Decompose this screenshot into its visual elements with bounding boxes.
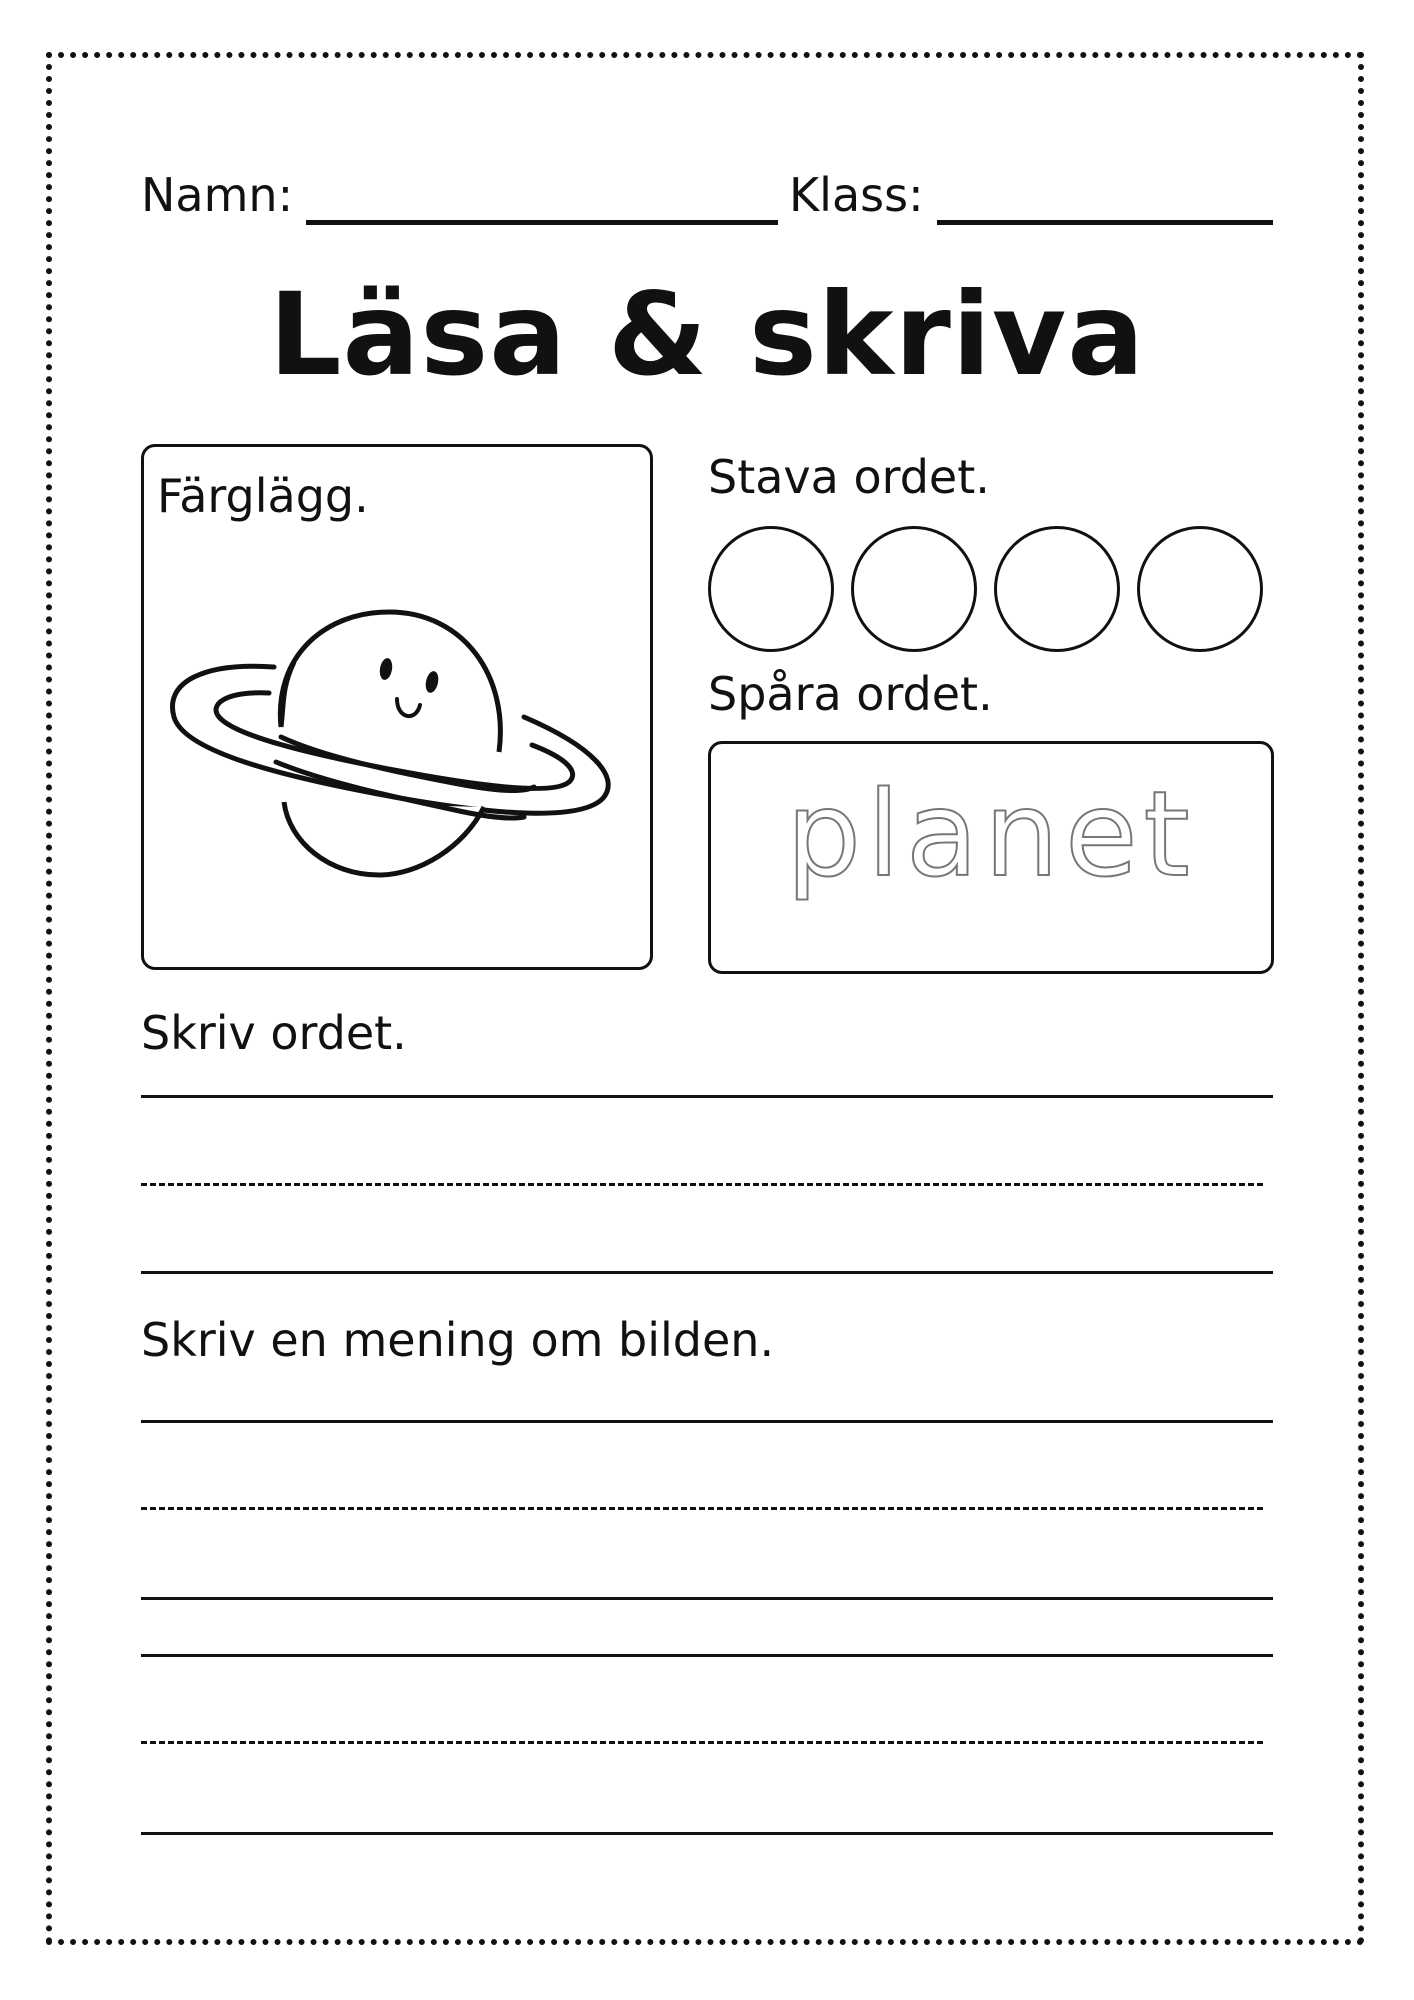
class-label: Klass: [789, 168, 924, 222]
class-field-line[interactable] [937, 220, 1273, 225]
sentence-line-2-mid [141, 1741, 1263, 1744]
spell-circle-3[interactable] [994, 526, 1120, 652]
sentence-line-2-top[interactable] [141, 1654, 1273, 1657]
sentence-line-1-top[interactable] [141, 1420, 1273, 1423]
write-sentence-label: Skriv en mening om bilden. [141, 1313, 775, 1367]
write-word-top-line[interactable] [141, 1095, 1273, 1098]
spell-circle-2[interactable] [851, 526, 977, 652]
planet-icon [164, 607, 634, 887]
coloring-label: Färglägg. [157, 469, 369, 523]
spell-circle-1[interactable] [708, 526, 834, 652]
spell-label: Stava ordet. [708, 450, 990, 504]
spell-circle-4[interactable] [1137, 526, 1263, 652]
name-field-line[interactable] [306, 220, 778, 225]
page-title: Läsa & skriva [268, 268, 1146, 401]
sentence-line-1-base[interactable] [141, 1597, 1273, 1600]
sentence-line-2-base[interactable] [141, 1832, 1273, 1835]
trace-word: planet [786, 765, 1196, 903]
trace-label: Spåra ordet. [708, 667, 993, 721]
sentence-line-1-mid [141, 1507, 1263, 1510]
write-word-label: Skriv ordet. [141, 1006, 407, 1060]
name-label: Namn: [141, 168, 294, 222]
coloring-box[interactable] [141, 444, 653, 970]
write-word-mid-line [141, 1183, 1263, 1186]
write-word-base-line[interactable] [141, 1271, 1273, 1274]
